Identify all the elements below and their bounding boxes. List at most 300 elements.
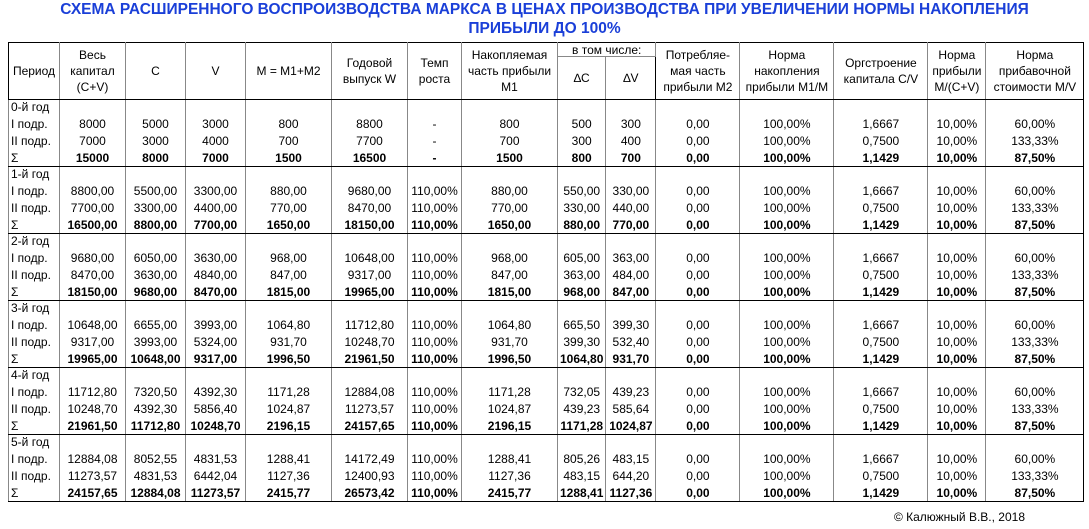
table-cell: 10248,70 xyxy=(332,333,408,350)
header-accum-rate: Норма накопления прибыли M1/M xyxy=(740,43,834,100)
year-header-row xyxy=(9,234,1084,250)
table-cell: 732,05 xyxy=(558,383,606,400)
sum-row xyxy=(9,216,1084,234)
empty-cell xyxy=(928,435,986,451)
table-cell: 1,1429 xyxy=(834,484,928,502)
empty-cell xyxy=(740,368,834,384)
table-cell: 10248,70 xyxy=(60,400,126,417)
empty-cell xyxy=(126,368,186,384)
table-cell: 1,1429 xyxy=(834,149,928,167)
table-cell: 3000 xyxy=(126,132,186,149)
table-cell: 2415,77 xyxy=(462,484,558,502)
sum-row xyxy=(9,350,1084,368)
table-cell: 5000 xyxy=(126,115,186,132)
year-label: 5-й год xyxy=(9,435,60,451)
copyright-note: © Калюжный В.В., 2018 xyxy=(893,510,1025,524)
table-cell: 10,00% xyxy=(928,383,986,400)
table-cell: 1064,80 xyxy=(462,316,558,333)
table-cell: 100,00% xyxy=(740,400,834,417)
empty-cell xyxy=(656,368,740,384)
table-cell: 11712,80 xyxy=(126,417,186,435)
table-cell: 110,00% xyxy=(408,450,462,467)
table-cell: 8470,00 xyxy=(332,199,408,216)
table-cell: 0,00 xyxy=(656,467,740,484)
table-cell: 11273,57 xyxy=(332,400,408,417)
table-cell: 110,00% xyxy=(408,316,462,333)
table-cell: 60,00% xyxy=(986,383,1084,400)
table-row xyxy=(9,132,1084,149)
empty-cell xyxy=(740,301,834,317)
empty-cell xyxy=(834,167,928,183)
table-cell: 1064,80 xyxy=(246,316,332,333)
table-cell: 1,1429 xyxy=(834,417,928,435)
empty-cell xyxy=(462,234,558,250)
table-cell: 110,00% xyxy=(408,484,462,502)
table-cell: 100,00% xyxy=(740,216,834,234)
empty-cell xyxy=(462,301,558,317)
empty-cell xyxy=(332,368,408,384)
table-cell: 1288,41 xyxy=(558,484,606,502)
table-cell: 100,00% xyxy=(740,350,834,368)
empty-cell xyxy=(834,100,928,116)
table-cell: 1815,00 xyxy=(246,283,332,301)
table-cell: 10,00% xyxy=(928,216,986,234)
header-consumed: Потребляе-мая часть прибыли M2 xyxy=(656,43,740,100)
table-cell: 880,00 xyxy=(246,182,332,199)
table-cell: 968,00 xyxy=(246,249,332,266)
table-cell: 110,00% xyxy=(408,400,462,417)
header-accumulated: Накопляемая часть прибыли M1 xyxy=(462,43,558,100)
empty-cell xyxy=(60,368,126,384)
table-cell: 363,00 xyxy=(606,249,656,266)
period-cell: I подр. xyxy=(9,450,60,467)
table-cell: 12400,93 xyxy=(332,467,408,484)
table-cell: 60,00% xyxy=(986,316,1084,333)
table-body xyxy=(9,100,1084,502)
empty-cell xyxy=(126,100,186,116)
table-cell: 0,7500 xyxy=(834,467,928,484)
empty-cell xyxy=(186,368,246,384)
table-cell: 1127,36 xyxy=(462,467,558,484)
table-cell: 10,00% xyxy=(928,266,986,283)
table-cell: 10,00% xyxy=(928,182,986,199)
table-cell: 87,50% xyxy=(986,417,1084,435)
table-cell: 110,00% xyxy=(408,249,462,266)
table-cell: 110,00% xyxy=(408,350,462,368)
table-cell: 8000 xyxy=(60,115,126,132)
table-cell: 100,00% xyxy=(740,417,834,435)
empty-cell xyxy=(558,234,606,250)
table-cell: 439,23 xyxy=(558,400,606,417)
table-cell: 133,33% xyxy=(986,467,1084,484)
table-cell: 1288,41 xyxy=(462,450,558,467)
empty-cell xyxy=(558,435,606,451)
table-cell: 133,33% xyxy=(986,333,1084,350)
period-cell: Σ xyxy=(9,216,60,234)
year-label: 3-й год xyxy=(9,301,60,317)
empty-cell xyxy=(740,167,834,183)
table-cell: 770,00 xyxy=(606,216,656,234)
table-cell: 0,00 xyxy=(656,132,740,149)
table-cell: 18150,00 xyxy=(332,216,408,234)
table-cell: 0,7500 xyxy=(834,132,928,149)
table-cell: 0,00 xyxy=(656,333,740,350)
empty-cell xyxy=(928,368,986,384)
table-cell: 7320,50 xyxy=(126,383,186,400)
empty-cell xyxy=(986,234,1084,250)
period-cell: Σ xyxy=(9,283,60,301)
table-cell: 2415,77 xyxy=(246,484,332,502)
empty-cell xyxy=(986,167,1084,183)
table-cell: 10,00% xyxy=(928,132,986,149)
table-cell: 8800,00 xyxy=(60,182,126,199)
table-cell: 1500 xyxy=(246,149,332,167)
table-cell: 24157,65 xyxy=(332,417,408,435)
period-cell: II подр. xyxy=(9,467,60,484)
table-cell: 931,70 xyxy=(606,350,656,368)
empty-cell xyxy=(462,167,558,183)
table-cell: 0,00 xyxy=(656,283,740,301)
table-cell: 968,00 xyxy=(462,249,558,266)
period-cell: I подр. xyxy=(9,249,60,266)
period-cell: II подр. xyxy=(9,266,60,283)
empty-cell xyxy=(606,167,656,183)
empty-cell xyxy=(558,368,606,384)
table-cell: 3300,00 xyxy=(186,182,246,199)
table-cell: 10,00% xyxy=(928,400,986,417)
empty-cell xyxy=(332,301,408,317)
table-cell: 100,00% xyxy=(740,283,834,301)
empty-cell xyxy=(246,167,332,183)
table-cell: 847,00 xyxy=(606,283,656,301)
table-cell: 12884,08 xyxy=(60,450,126,467)
period-cell: II подр. xyxy=(9,400,60,417)
table-cell: 9317,00 xyxy=(186,350,246,368)
empty-cell xyxy=(408,435,462,451)
table-cell: 4831,53 xyxy=(186,450,246,467)
empty-cell xyxy=(462,100,558,116)
table-cell: 0,00 xyxy=(656,182,740,199)
table-cell: 110,00% xyxy=(408,417,462,435)
empty-cell xyxy=(126,167,186,183)
empty-cell xyxy=(60,435,126,451)
table-cell: 10,00% xyxy=(928,450,986,467)
table-cell: 1,1429 xyxy=(834,350,928,368)
table-cell: 439,23 xyxy=(606,383,656,400)
table-cell: 10,00% xyxy=(928,199,986,216)
year-header-row xyxy=(9,100,1084,116)
table-cell: 26573,42 xyxy=(332,484,408,502)
table-cell: 805,26 xyxy=(558,450,606,467)
table-row xyxy=(9,450,1084,467)
table-row xyxy=(9,467,1084,484)
table-cell: 1,6667 xyxy=(834,316,928,333)
table-cell: 550,00 xyxy=(558,182,606,199)
empty-cell xyxy=(656,100,740,116)
table-cell: 770,00 xyxy=(462,199,558,216)
period-cell: I подр. xyxy=(9,383,60,400)
table-cell: 100,00% xyxy=(740,467,834,484)
empty-cell xyxy=(60,100,126,116)
table-cell: 847,00 xyxy=(246,266,332,283)
table-cell: 1,6667 xyxy=(834,182,928,199)
empty-cell xyxy=(408,234,462,250)
page-title xyxy=(0,0,1089,38)
empty-cell xyxy=(656,234,740,250)
table-cell: 0,00 xyxy=(656,115,740,132)
table-cell: 10,00% xyxy=(928,467,986,484)
header-period: Период xyxy=(9,43,60,100)
empty-cell xyxy=(986,100,1084,116)
empty-cell xyxy=(558,301,606,317)
header-growth: Темп роста xyxy=(408,43,462,100)
table-cell: 110,00% xyxy=(408,383,462,400)
table-cell: 700 xyxy=(606,149,656,167)
table-cell: 7000 xyxy=(60,132,126,149)
sum-row xyxy=(9,149,1084,167)
empty-cell xyxy=(834,368,928,384)
period-cell: Σ xyxy=(9,484,60,502)
empty-cell xyxy=(606,435,656,451)
table-cell: 1171,28 xyxy=(246,383,332,400)
table-cell: 8800,00 xyxy=(126,216,186,234)
table-cell: 931,70 xyxy=(462,333,558,350)
table-cell: 100,00% xyxy=(740,182,834,199)
table-cell: 10,00% xyxy=(928,316,986,333)
table-cell: 10,00% xyxy=(928,115,986,132)
table-cell: 0,7500 xyxy=(834,266,928,283)
table-cell: 605,00 xyxy=(558,249,606,266)
table-cell: 21961,50 xyxy=(60,417,126,435)
table-row xyxy=(9,316,1084,333)
table-cell: 110,00% xyxy=(408,182,462,199)
table-cell: 4400,00 xyxy=(186,199,246,216)
empty-cell xyxy=(246,301,332,317)
empty-cell xyxy=(740,435,834,451)
table-cell: 24157,65 xyxy=(60,484,126,502)
table-cell: 11712,80 xyxy=(60,383,126,400)
empty-cell xyxy=(186,100,246,116)
table-row xyxy=(9,115,1084,132)
empty-cell xyxy=(928,234,986,250)
table-cell: 4840,00 xyxy=(186,266,246,283)
table-cell: 110,00% xyxy=(408,216,462,234)
period-cell: I подр. xyxy=(9,182,60,199)
table-cell: 87,50% xyxy=(986,283,1084,301)
table-cell: 100,00% xyxy=(740,132,834,149)
table-cell: 300 xyxy=(606,115,656,132)
table-cell: 1064,80 xyxy=(558,350,606,368)
table-cell: 400 xyxy=(606,132,656,149)
table-cell: 0,00 xyxy=(656,316,740,333)
table-cell: - xyxy=(408,132,462,149)
table-cell: 133,33% xyxy=(986,400,1084,417)
table-cell: 7700,00 xyxy=(60,199,126,216)
empty-cell xyxy=(558,100,606,116)
empty-cell xyxy=(834,301,928,317)
table-cell: 10648,00 xyxy=(332,249,408,266)
header-capital: Весь капитал (C+V) xyxy=(60,43,126,100)
table-cell: 7000 xyxy=(186,149,246,167)
table-cell: 8052,55 xyxy=(126,450,186,467)
table-cell: 2196,15 xyxy=(462,417,558,435)
table-cell: 0,00 xyxy=(656,216,740,234)
table-cell: 1024,87 xyxy=(606,417,656,435)
table-cell: 399,30 xyxy=(558,333,606,350)
table-cell: 16500 xyxy=(332,149,408,167)
table-cell: 800 xyxy=(246,115,332,132)
table-cell: 6442,04 xyxy=(186,467,246,484)
table-cell: 880,00 xyxy=(558,216,606,234)
table-cell: 60,00% xyxy=(986,450,1084,467)
header-dc: ∆C xyxy=(558,57,606,100)
table-cell: 483,15 xyxy=(558,467,606,484)
table-cell: 100,00% xyxy=(740,484,834,502)
table-cell: 100,00% xyxy=(740,333,834,350)
table-cell: 100,00% xyxy=(740,383,834,400)
table-cell: 16500,00 xyxy=(60,216,126,234)
year-label: 4-й год xyxy=(9,368,60,384)
table-cell: 87,50% xyxy=(986,350,1084,368)
table-cell: 0,00 xyxy=(656,417,740,435)
table-cell: 133,33% xyxy=(986,199,1084,216)
table-cell: 483,15 xyxy=(606,450,656,467)
table-cell: 1,6667 xyxy=(834,383,928,400)
table-cell: 100,00% xyxy=(740,115,834,132)
period-cell: Σ xyxy=(9,149,60,167)
header-m: M = M1+M2 xyxy=(246,43,332,100)
table-cell: 0,7500 xyxy=(834,333,928,350)
table-cell: 1171,28 xyxy=(462,383,558,400)
table-cell: 4831,53 xyxy=(126,467,186,484)
period-cell: II подр. xyxy=(9,333,60,350)
table-cell: 5856,40 xyxy=(186,400,246,417)
table-cell: 8470,00 xyxy=(60,266,126,283)
table-cell: 3630,00 xyxy=(186,249,246,266)
empty-cell xyxy=(126,301,186,317)
header-surplus-rate: Норма прибавочной стоимости M/V xyxy=(986,43,1084,100)
table-cell: 0,7500 xyxy=(834,400,928,417)
table-cell: 1127,36 xyxy=(246,467,332,484)
table-cell: 7700 xyxy=(332,132,408,149)
table-cell: 12884,08 xyxy=(126,484,186,502)
empty-cell xyxy=(928,167,986,183)
table-cell: 11712,80 xyxy=(332,316,408,333)
table-cell: 500 xyxy=(558,115,606,132)
empty-cell xyxy=(656,301,740,317)
table-cell: 21961,50 xyxy=(332,350,408,368)
table-cell: 1,1429 xyxy=(834,216,928,234)
table-cell: 18150,00 xyxy=(60,283,126,301)
empty-cell xyxy=(606,368,656,384)
table-cell: 1,6667 xyxy=(834,249,928,266)
period-cell: I подр. xyxy=(9,115,60,132)
table-cell: 87,50% xyxy=(986,484,1084,502)
period-cell: II подр. xyxy=(9,199,60,216)
table-cell: 19965,00 xyxy=(332,283,408,301)
empty-cell xyxy=(928,100,986,116)
table-cell: 110,00% xyxy=(408,333,462,350)
empty-cell xyxy=(656,167,740,183)
year-header-row xyxy=(9,368,1084,384)
empty-cell xyxy=(986,301,1084,317)
empty-cell xyxy=(408,368,462,384)
table-cell: 133,33% xyxy=(986,266,1084,283)
table-cell: 6655,00 xyxy=(126,316,186,333)
table-cell: 6050,00 xyxy=(126,249,186,266)
empty-cell xyxy=(186,301,246,317)
table-cell: 1127,36 xyxy=(606,484,656,502)
table-cell: 10,00% xyxy=(928,249,986,266)
table-cell: 3993,00 xyxy=(126,333,186,350)
empty-cell xyxy=(60,234,126,250)
table-cell: 0,00 xyxy=(656,450,740,467)
empty-cell xyxy=(606,234,656,250)
table-cell: 10648,00 xyxy=(60,316,126,333)
table-cell: 10,00% xyxy=(928,283,986,301)
year-label: 0-й год xyxy=(9,100,60,116)
empty-cell xyxy=(246,368,332,384)
table-cell: 665,50 xyxy=(558,316,606,333)
table-cell: 4392,30 xyxy=(126,400,186,417)
empty-cell xyxy=(834,234,928,250)
table-cell: 2196,15 xyxy=(246,417,332,435)
table-cell: 1815,00 xyxy=(462,283,558,301)
year-header-row xyxy=(9,435,1084,451)
empty-cell xyxy=(462,368,558,384)
table-cell: 330,00 xyxy=(606,182,656,199)
title-line-1: СХЕМА РАСШИРЕННОГО ВОСПРОИЗВОДСТВА МАРКСА В ЦЕНАХ ПРОИЗВОДСТВА ПРИ УВЕЛИЧЕНИИ НОРМЫ НАКОПЛЕНИЯ xyxy=(60,1,1029,18)
table-row xyxy=(9,383,1084,400)
table-cell: 440,00 xyxy=(606,199,656,216)
empty-cell xyxy=(606,301,656,317)
table-cell: 87,50% xyxy=(986,216,1084,234)
sum-row xyxy=(9,484,1084,502)
empty-cell xyxy=(246,100,332,116)
table-cell: 11273,57 xyxy=(60,467,126,484)
table-cell: 5500,00 xyxy=(126,182,186,199)
title-line-2: ПРИБЫЛИ ДО 100% xyxy=(468,20,621,37)
table-cell: 700 xyxy=(246,132,332,149)
table-cell: 100,00% xyxy=(740,266,834,283)
table-cell: 1500 xyxy=(462,149,558,167)
table-cell: 847,00 xyxy=(462,266,558,283)
header-profit-rate: Норма прибыли M/(C+V) xyxy=(928,43,986,100)
header-dv: ∆V xyxy=(606,57,656,100)
table-row xyxy=(9,199,1084,216)
table-cell: 14172,49 xyxy=(332,450,408,467)
empty-cell xyxy=(408,167,462,183)
empty-cell xyxy=(60,301,126,317)
table-cell: 10,00% xyxy=(928,149,986,167)
table-cell: 1996,50 xyxy=(462,350,558,368)
table-cell: 8800 xyxy=(332,115,408,132)
table-cell: 644,20 xyxy=(606,467,656,484)
table-cell: 770,00 xyxy=(246,199,332,216)
table-cell: 1996,50 xyxy=(246,350,332,368)
table-cell: 700 xyxy=(462,132,558,149)
table-cell: 1171,28 xyxy=(558,417,606,435)
table-cell: 532,40 xyxy=(606,333,656,350)
table-cell: 60,00% xyxy=(986,249,1084,266)
table-cell: 10648,00 xyxy=(126,350,186,368)
empty-cell xyxy=(186,167,246,183)
table-cell: 3000 xyxy=(186,115,246,132)
empty-cell xyxy=(558,167,606,183)
empty-cell xyxy=(126,234,186,250)
empty-cell xyxy=(462,435,558,451)
table-cell: 1,1429 xyxy=(834,283,928,301)
